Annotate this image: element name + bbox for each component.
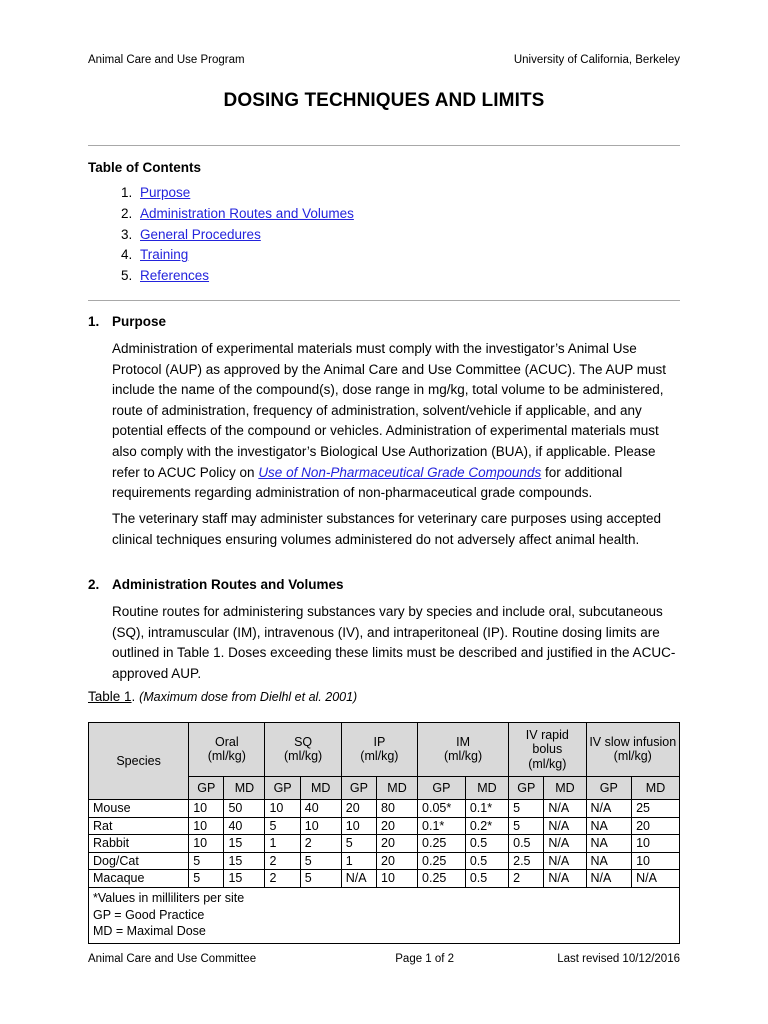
toc-link-purpose[interactable]: Purpose — [140, 185, 191, 200]
cell-value: 5 — [265, 817, 300, 835]
cell-value: N/A — [544, 852, 586, 870]
column-group-ip — [341, 723, 417, 777]
cell-value: 15 — [224, 852, 265, 870]
cell-value: 20 — [377, 852, 418, 870]
divider-middle — [88, 300, 680, 301]
cell-value: 0.5 — [509, 835, 544, 853]
group-unit: (ml/kg) — [528, 756, 567, 771]
section-title: Administration Routes and Volumes — [112, 577, 344, 592]
cell-species: Mouse — [89, 800, 189, 818]
cell-value: 5 — [509, 817, 544, 835]
page-title: DOSING TECHNIQUES AND LIMITS — [223, 90, 545, 111]
table-caption-source: (Maximum dose from Dielhl et al. 2001) — [139, 690, 358, 704]
group-name: Oral — [215, 734, 239, 749]
cell-value: N/A — [586, 800, 632, 818]
cell-value: 0.1* — [465, 800, 508, 818]
group-unit: (ml/kg) — [360, 749, 399, 764]
subheader-ip-gp: GP — [341, 776, 376, 799]
running-header-left: Animal Care and Use Program — [88, 54, 245, 66]
toc-link-training[interactable]: Training — [140, 247, 189, 263]
table-row — [89, 800, 680, 818]
table-caption-period: . — [131, 689, 136, 704]
divider-top — [88, 145, 680, 146]
cell-value: 25 — [632, 800, 680, 818]
cell-value: 40 — [300, 800, 341, 818]
running-header-right: University of California, Berkeley — [513, 54, 680, 66]
cell-value: 40 — [224, 817, 265, 835]
table-caption — [88, 689, 357, 704]
subheader-im-gp: GP — [418, 776, 466, 799]
cell-value: 5 — [189, 870, 224, 888]
purpose-paragraph-1 — [112, 339, 680, 504]
section-heading-administration-routes — [88, 577, 344, 592]
cell-value: 0.5 — [465, 870, 508, 888]
toc-link-administration-routes-and-volumes[interactable]: Administration Routes and Volumes — [140, 205, 354, 221]
routes-paragraph-1: Routine routes for administering substances vary by species and include oral, subcutaneous (SQ), intramuscular (IM), intravenous (IV), and intraperitoneal (IP). Routine dosing limits are outlined in Table 1. Doses exceeding these limits must be described and justified in the ACUC-approved AUP. — [112, 604, 676, 681]
purpose-paragraph-2: The veterinary staff may administer substances for veterinary care purposes using accepted clinical techniques ensuring volumes administered do not adversely affect animal health. — [112, 511, 662, 547]
cell-value: 0.5 — [465, 852, 508, 870]
cell-value: N/A — [544, 817, 586, 835]
group-unit: (ml/kg) — [443, 749, 483, 764]
cell-value: 1 — [341, 852, 376, 870]
column-header-species: Species — [89, 723, 189, 800]
cell-value: NA — [586, 817, 632, 835]
group-name: SQ — [294, 734, 313, 749]
cell-value: 20 — [377, 835, 418, 853]
page-footer — [88, 953, 680, 965]
section-heading-purpose — [88, 314, 166, 329]
footer-revision-date: Last revised 10/12/2016 — [557, 953, 680, 965]
cell-value: 10 — [300, 817, 341, 835]
column-group-oral — [189, 723, 265, 777]
cell-value: 50 — [224, 800, 265, 818]
column-group-im — [418, 723, 509, 777]
subheader-oral-gp: GP — [189, 776, 224, 799]
footnote-values-per-site: *Values in milliliters per site — [93, 890, 245, 905]
group-unit: (ml/kg) — [613, 749, 652, 764]
cell-value: 20 — [341, 800, 376, 818]
footnote-md: MD = Maximal Dose — [93, 924, 206, 939]
toc-link-references[interactable]: References — [140, 268, 210, 284]
table-row — [89, 835, 680, 853]
cell-value: 20 — [632, 817, 680, 835]
cell-value: 1 — [265, 835, 300, 853]
cell-value: 0.25 — [418, 835, 466, 853]
cell-value: 2 — [300, 835, 341, 853]
cell-value: 0.5 — [465, 835, 508, 853]
toc-link-general-procedures[interactable]: General Procedures — [140, 226, 261, 242]
section-number: 1. — [88, 314, 100, 329]
cell-value: 15 — [224, 835, 265, 853]
cell-species: Rat — [89, 817, 189, 835]
footer-page-number: Page 1 of 2 — [395, 953, 455, 965]
group-name: IV slow infusion — [589, 734, 677, 749]
cell-value: 20 — [377, 817, 418, 835]
subheader-oral-md: MD — [224, 776, 265, 799]
cell-value: N/A — [544, 800, 586, 818]
table-header-row-groups — [89, 723, 680, 777]
cell-value: 10 — [377, 870, 418, 888]
dosing-limits-table — [88, 722, 680, 944]
subheader-iv-rapid-gp: GP — [509, 776, 544, 799]
cell-value: 0.05* — [418, 800, 466, 818]
cell-value: 10 — [341, 817, 376, 835]
group-name: IM — [456, 734, 471, 749]
cell-value: N/A — [632, 870, 680, 888]
cell-value: N/A — [586, 870, 632, 888]
toc-item — [136, 266, 354, 287]
cell-value: 10 — [265, 800, 300, 818]
cell-value: 10 — [632, 852, 680, 870]
cell-species: Rabbit — [89, 835, 189, 853]
group-name: IV rapid bolus — [525, 727, 569, 757]
table-caption-label: Table 1 — [88, 689, 132, 704]
table-row — [89, 817, 680, 835]
footnote-gp: GP = Good Practice — [93, 907, 205, 922]
cell-value: 5 — [189, 852, 224, 870]
policy-link-non-pharmaceutical-grade-compounds[interactable]: Use of Non-Pharmaceutical Grade Compounds — [258, 464, 542, 480]
toc-item — [136, 225, 354, 246]
section-title: Purpose — [112, 314, 167, 329]
cell-value: 2 — [265, 852, 300, 870]
cell-value: 2 — [509, 870, 544, 888]
table-row — [89, 870, 680, 888]
purpose-text-after-link: for additional requirements regarding administration of non-pharmaceutical grade compounds. — [112, 464, 623, 501]
toc-item — [136, 245, 354, 266]
cell-value: 15 — [224, 870, 265, 888]
cell-value: 10 — [189, 817, 224, 835]
cell-value: 80 — [377, 800, 418, 818]
section-number: 2. — [88, 577, 100, 592]
column-group-iv-rapid-bolus — [509, 723, 586, 777]
cell-value: 10 — [632, 835, 680, 853]
column-group-iv-slow-infusion — [586, 723, 679, 777]
group-unit: (ml/kg) — [207, 749, 246, 764]
cell-value: N/A — [544, 870, 586, 888]
subheader-im-md: MD — [465, 776, 508, 799]
table-row — [89, 852, 680, 870]
cell-value: 0.2* — [465, 817, 508, 835]
cell-value: 10 — [189, 800, 224, 818]
cell-species: Macaque — [89, 870, 189, 888]
running-header — [88, 53, 680, 67]
subheader-iv-slow-md: MD — [632, 776, 680, 799]
cell-species: Dog/Cat — [89, 852, 189, 870]
cell-value: NA — [586, 852, 632, 870]
toc-heading: Table of Contents — [88, 160, 201, 175]
cell-value: 10 — [189, 835, 224, 853]
subheader-iv-rapid-md: MD — [544, 776, 586, 799]
purpose-text-before-link: Administration of experimental materials must comply with the investigator’s Animal Use Protocol (AUP) as approved by the Animal Care and Use Committee (ACUC). The AUP must include the name of the compound(s), dose range in mg/kg, total volume to be administered, route of administration, frequency of administration, solvent/vehicle if applicable, and any potential effects of the compound or vehicles. Administration of experimental materials must also comply with the investigator’s Biological Use Authorization (BUA), if applicable. Please refer to ACUC Policy on — [112, 341, 666, 480]
cell-value: 0.1* — [418, 817, 466, 835]
group-unit: (ml/kg) — [284, 749, 323, 764]
cell-value: 5 — [341, 835, 376, 853]
toc-list — [88, 183, 354, 287]
cell-value: 5 — [509, 800, 544, 818]
subheader-ip-md: MD — [377, 776, 418, 799]
column-group-sq — [265, 723, 341, 777]
cell-value: 0.25 — [418, 852, 466, 870]
cell-value: 2.5 — [509, 852, 544, 870]
cell-value: N/A — [544, 835, 586, 853]
group-name: IP — [373, 734, 386, 749]
subheader-sq-md: MD — [300, 776, 341, 799]
subheader-sq-gp: GP — [265, 776, 300, 799]
cell-value: NA — [586, 835, 632, 853]
toc-item — [136, 183, 354, 204]
cell-value: 5 — [300, 870, 341, 888]
cell-value: 2 — [265, 870, 300, 888]
table-footnotes — [89, 887, 680, 943]
toc-item — [136, 204, 354, 225]
cell-value: N/A — [341, 870, 376, 888]
cell-value: 5 — [300, 852, 341, 870]
footer-left: Animal Care and Use Committee — [88, 953, 257, 965]
cell-value: 0.25 — [418, 870, 466, 888]
table-footnote-row — [89, 887, 680, 943]
subheader-iv-slow-gp: GP — [586, 776, 632, 799]
